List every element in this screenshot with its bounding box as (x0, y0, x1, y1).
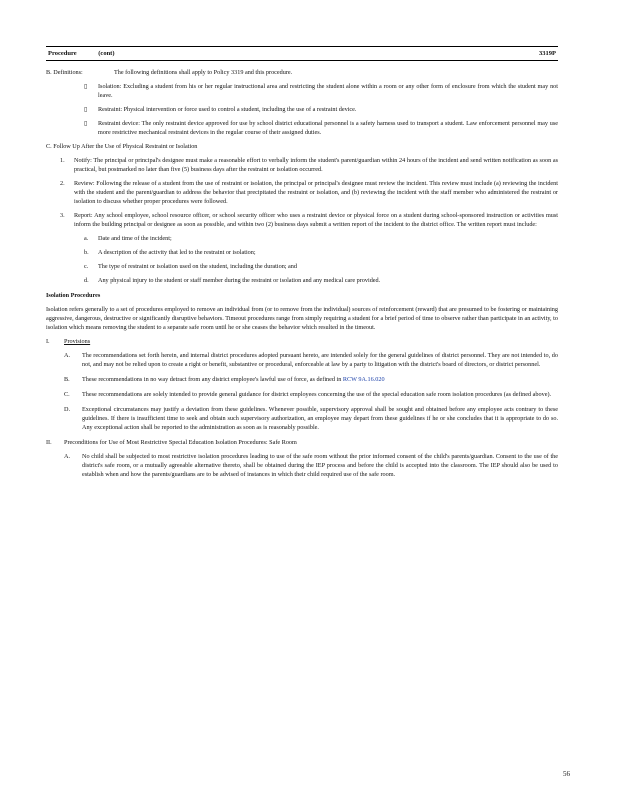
header-cont: (cont) (98, 50, 115, 57)
header-title: Procedure (48, 50, 77, 57)
page-number: 56 (563, 770, 570, 778)
report-item: c. The type of restraint or isolation used on the student, including the duration; and (84, 263, 297, 270)
provisions-heading: I. Provisions (46, 338, 91, 345)
provision-item: D. Exceptional circumstances may justify a deviation from these guidelines. Whenever possible, supervisory approval shall be sought and obtained before any employee acts contrary to these guidelines. If there is insufficient time to seek and obtain such supervisory authorization, an employee may depart from these guidelines if he or she concludes that it is appropriate to do so. Any exceptional action shall be reported to the administration as soon as is reasonably possible. (64, 406, 558, 431)
bullet-icon: ▯ (84, 120, 88, 127)
page-header (46, 46, 558, 61)
report-item: a. Date and time of the incident; (84, 235, 172, 242)
followup-item: 1. Notify: The principal or principal's designee must make a reasonable effort to verbally inform the student's parent/guardian within 24 hours of the incident and send written notification as soon as practical, but postmarked no later than five (5) business days after the restraint or isolation occurred. (60, 157, 558, 173)
document-page (46, 46, 558, 485)
followup-item: 2. Review: Following the release of a student from the use of restraint or isolation, the principal or principal's designee must review the incident. This review must include (a) reviewing the incident with the student and the parent/guardian to address the behavior that precipitated the restraint or isolation, and (b) reviewing the incident with the staff member who administered the restraint or isolation to discuss whether proper procedures were followed. (60, 180, 558, 205)
bullet-icon: ▯ (84, 83, 88, 90)
definition-item: ▯ Isolation: Excluding a student from his or her regular instructional area and restricting the student alone within a room or any other form of enclosure from which the student may not leave. (84, 83, 558, 99)
provision-item: A. The recommendations set forth herein, and internal district procedures adopted pursuant hereto, are intended solely for the general guidelines of district personnel. They are not intended to, do not, and may not be relied upon to create a right or benefit, substantive or procedural, enforceable at law by a party to litigation with the district's board of directors, or district personnel. (64, 352, 558, 368)
precondition-item: A. No child shall be subjected to most restrictive isolation procedures leading to use of the safe room without the prior informed consent of the child's parents/guardian. Consent to the use of the district's safe room, or a mutually agreeable alternative thereto, shall be obtained during the IEP process and before the child is accepted into the classroom. The IEP should also be used to establish when and how the parents/guardians are to be advised of instances in which their child required use of the safe room. (64, 453, 558, 478)
definition-item: ▯ Restraint: Physical intervention or force used to control a student, including the use of a restraint device. (84, 106, 357, 113)
definition-item: ▯ Restraint device: The only restraint device approved for use by school district educational personnel is a safety harness used to transport a student. Law enforcement personnel may use more restrictive mechanical restraint devices in the regular course of their assigned duties. (84, 120, 558, 136)
definitions-section (46, 68, 558, 77)
provision-item: B. These recommendations in no way detract from any district employee's lawful use of force, as defined in RCW 9A.16.020 (64, 376, 385, 383)
definitions-intro: The following definitions shall apply to Policy 3319 and this procedure. (114, 69, 293, 76)
report-item: d. Any physical injury to the student or staff member during the restraint or isolation and any medical care provided. (84, 277, 381, 284)
report-item: b. A description of the activity that led to the restraint or isolation; (84, 249, 256, 256)
provision-item: C. These recommendations are solely intended to provide general guidance for district employees concerning the use of the special education safe room isolation procedures (as defined above). (64, 391, 552, 398)
followup-heading: C. Follow Up After the Use of Physical Restraint or Isolation (46, 143, 198, 150)
followup-item: 3. Report: Any school employee, school resource officer, or school security officer who uses a restraint device or physical force on a student during school-sponsored instruction or activities must inform the building principal or designee as soon as possible, and within two (2) business days submit a written report of the incident to the district office. The written report must include: (60, 212, 558, 228)
bullet-icon: ▯ (84, 106, 88, 113)
header-code: 3319P (539, 50, 556, 57)
definitions-label: B. Definitions: (46, 69, 83, 76)
preconditions-heading: II. Preconditions for Use of Most Restrictive Special Education Isolation Procedures: Safe Room (46, 439, 297, 446)
isolation-heading: Isolation Procedures (46, 292, 101, 299)
isolation-text: Isolation refers generally to a set of procedures employed to remove an individual from (or to remove from the individual) sources of reinforcement (reward) that are presumed to be fostering or maintaining aggressive, dangerous, destructive or significantly disruptive behaviors. Timeout procedures range from simply requiring a student for a brief period of time to observe rather than participate in an activity, to isolation which means removing the student to a separate safe room until he or she ceases the behavior which resulted in the timeout. (46, 306, 558, 331)
rcw-link[interactable]: RCW 9A.16.020 (342, 376, 385, 383)
